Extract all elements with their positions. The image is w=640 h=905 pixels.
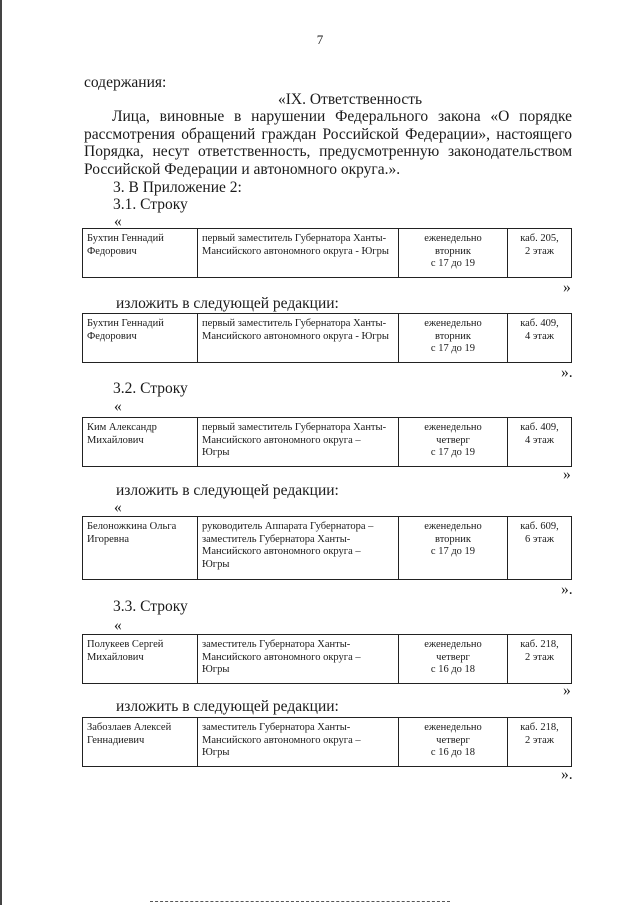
table-row xyxy=(83,517,572,580)
schedule-cell: еженедельно вторник с 17 до 19 xyxy=(399,517,508,580)
room-cell: каб. 409, 4 этаж xyxy=(508,418,572,467)
table-row xyxy=(83,718,572,767)
schedule-cell: еженедельно четверг с 16 до 18 xyxy=(399,635,508,684)
schedule-cell: еженедельно вторник с 17 до 19 xyxy=(399,229,508,278)
room-cell: каб. 218, 2 этаж xyxy=(508,718,572,767)
close-quote-dot: ». xyxy=(561,581,573,598)
open-quote: « xyxy=(114,617,122,634)
official-name-cell: Ким Александр Михайлович xyxy=(83,418,198,467)
close-quote: » xyxy=(563,682,571,699)
position-cell: заместитель Губернатора Ханты- Мансийского автономного округа – Югры xyxy=(198,635,399,684)
responsibility-paragraph: Лица, виновные в нарушении Федерального закона «О порядке рассмотрения обращений граждан Российской Федерации», настоящего Порядка, несут ответственность, предусмотренную законодательством Российской Федерации и автономного округа.». xyxy=(84,108,572,178)
schedule-table-row-new-3-3 xyxy=(82,717,572,767)
scan-left-edge xyxy=(0,0,2,905)
close-quote-dot: ». xyxy=(561,766,573,783)
position-cell: руководитель Аппарата Губернатора – заместитель Губернатора Ханты- Мансийского автономного округа – Югры xyxy=(198,517,399,580)
position-cell: первый заместитель Губернатора Ханты- Мансийского автономного округа – Югры xyxy=(198,418,399,467)
replace-instruction: изложить в следующей редакции: xyxy=(116,698,339,715)
replace-instruction: изложить в следующей редакции: xyxy=(116,295,339,312)
schedule-cell: еженедельно четверг с 17 до 19 xyxy=(399,418,508,467)
position-cell: заместитель Губернатора Ханты- Мансийского автономного округа – Югры xyxy=(198,718,399,767)
room-cell: каб. 409, 4 этаж xyxy=(508,314,572,363)
close-quote: » xyxy=(563,466,571,483)
official-name-cell: Полукеев Сергей Михайлович xyxy=(83,635,198,684)
schedule-cell: еженедельно четверг с 16 до 18 xyxy=(399,718,508,767)
table-row xyxy=(83,229,572,278)
continuation-fragment: содержания: xyxy=(84,74,167,91)
schedule-table-row-new-3-2 xyxy=(82,516,572,580)
open-quote: « xyxy=(114,499,122,516)
schedule-table-row-old-3-3 xyxy=(82,634,572,684)
table-row xyxy=(83,314,572,363)
table-row xyxy=(83,418,572,467)
schedule-table-row-old-3-2 xyxy=(82,417,572,467)
close-quote-dot: ». xyxy=(561,364,573,381)
subitem-3-3: 3.3. Строку xyxy=(113,598,188,615)
official-name-cell: Бухтин Геннадий Федорович xyxy=(83,229,198,278)
position-cell: первый заместитель Губернатора Ханты- Мансийского автономного округа - Югры xyxy=(198,314,399,363)
page-number: 7 xyxy=(316,32,324,47)
subitem-3-1: 3.1. Строку xyxy=(113,196,188,213)
close-quote: » xyxy=(563,279,571,296)
open-quote: « xyxy=(114,398,122,415)
official-name-cell: Бухтин Геннадий Федорович xyxy=(83,314,198,363)
table-row xyxy=(83,635,572,684)
open-quote: « xyxy=(114,213,122,230)
room-cell: каб. 218, 2 этаж xyxy=(508,635,572,684)
item-3-heading: 3. В Приложение 2: xyxy=(113,179,242,196)
section-title: «IX. Ответственность xyxy=(278,91,423,108)
schedule-table-row-old-3-1 xyxy=(82,228,572,278)
room-cell: каб. 609, 6 этаж xyxy=(508,517,572,580)
replace-instruction: изложить в следующей редакции: xyxy=(116,482,339,499)
schedule-table-row-new-3-1 xyxy=(82,313,572,363)
official-name-cell: Белоножкина Ольга Игоревна xyxy=(83,517,198,580)
schedule-cell: еженедельно вторник с 17 до 19 xyxy=(399,314,508,363)
position-cell: первый заместитель Губернатора Ханты- Мансийского автономного округа - Югры xyxy=(198,229,399,278)
room-cell: каб. 205, 2 этаж xyxy=(508,229,572,278)
subitem-3-2: 3.2. Строку xyxy=(113,380,188,397)
scan-bottom-edge xyxy=(150,901,450,904)
official-name-cell: Забозлаев Алексей Геннадиевич xyxy=(83,718,198,767)
